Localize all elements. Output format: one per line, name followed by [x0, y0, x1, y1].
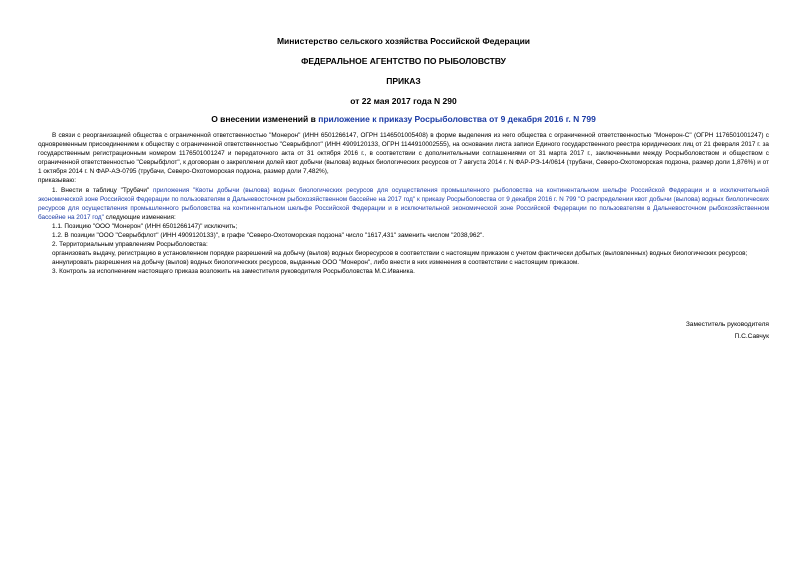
document-date-number: от 22 мая 2017 года N 290 [350, 96, 457, 106]
item-1-paragraph [38, 186, 769, 222]
item-1-1-paragraph: 1.1. Позицию "ООО "Монерон" (ИНН 6501266147)" исключить; [52, 222, 238, 230]
item-1-link[interactable]: приложения "Квоты добычи (вылова) водных биологических ресурсов для осуществления промышленного рыболовства на континентальном шельфе Российской Федерации и в исключительной экономической зоне Российской Федерации по пользователям в Дальневосточном рыбохозяйственном бассейне на 2017 год" к приказу Росрыболовства от 9 декабря 2016 г. N 799 "О распределении квот добычи (вылова) водных биологических ресурсов для осуществления промышленного рыболовства на континентальном шельфе Российской Федерации и в исключительной экономической зоне Российской Федерации по пользователям в Дальневосточном рыбохозяйственном бассейне на 2017 год" [38, 186, 769, 221]
document-type: ПРИКАЗ [386, 76, 421, 86]
signature-name: П.С.Савчук [734, 333, 769, 340]
agency-heading: ФЕДЕРАЛЬНОЕ АГЕНТСТВО ПО РЫБОЛОВСТВУ [301, 56, 506, 66]
signature-position: Заместитель руководителя [685, 321, 769, 328]
ministry-heading: Министерство сельского хозяйства Российской Федерации [276, 36, 531, 46]
order-word: приказываю: [38, 177, 76, 185]
preamble-paragraph: В связи с реорганизацией общества с ограниченной ответственностью "Монерон" (ИНН 6501266147, ОГРН 1146501005408) в форме выделения из него общества с ограниченной ответственностью "Монерон-С" (ОГРН 1176501001247) с одновременным присоединением к обществу с ограниченной ответственностью "Севрыбфлот" (ИНН 4909120133, ОГРН 1144910002555), на основании листа записи Единого государственного реестра юридических лиц от 21 февраля 2017 г. за государственным регистрационным номером 1176501001247 и передаточного акта от 31 октября 2016 г., в соответствии с дополнительными соглашениями от 31 марта 2017 г., заключенными между Росрыболовством и обществом с ограниченной ответственностью "Севрыбфлот", к договорам о закреплении долей квот добычи (вылова) водных биологических ресурсов от 7 августа 2014 г. N ФАР-РЭ-14/0614 (трубачи, Северо-Охотоморская подзона, размер доли 1,876%) и от 1 октября 2014 г. N ФАР-АЭ-0795 (трубачи, Северо-Охотоморская подзона, размер доли 7,482%), [38, 132, 769, 176]
document-title-link[interactable]: приложение к приказу Росрыболовства от 9 декабря 2016 г. N 799 [318, 114, 596, 124]
document-title [0, 114, 807, 124]
item-1-prefix: 1. Внести в таблицу "Трубачи" [52, 186, 153, 194]
item-1-2-paragraph: 1.2. В позиции "ООО "Севрыбфлот" (ИНН 4909120133)", в графе "Северо-Охотоморская подзона" число "1617,431" заменить числом "2038,962". [52, 232, 485, 240]
document-title-prefix: О внесении изменений в [211, 114, 319, 124]
document-body [38, 131, 769, 277]
item-2-b-paragraph: аннулировать разрешения на добычу (вылов) водных биологических ресурсов, выданные ООО "Монерон", либо внести в них изменения в соответствии с настоящим приказом. [52, 259, 580, 267]
item-3-paragraph: 3. Контроль за исполнением настоящего приказа возложить на заместителя руководителя Росрыболовства М.С.Иваника. [52, 268, 415, 276]
item-2-a-paragraph: организовать выдачу, регистрацию в установленном порядке разрешений на добычу (вылов) водных биоресурсов в соответствии с настоящим приказом с учетом фактически добытых (выловленных) водных биологических ресурсов; [52, 250, 748, 258]
item-2-paragraph: 2. Территориальным управлениям Росрыболовства: [52, 241, 208, 249]
item-1-suffix: следующие изменения: [103, 213, 176, 221]
